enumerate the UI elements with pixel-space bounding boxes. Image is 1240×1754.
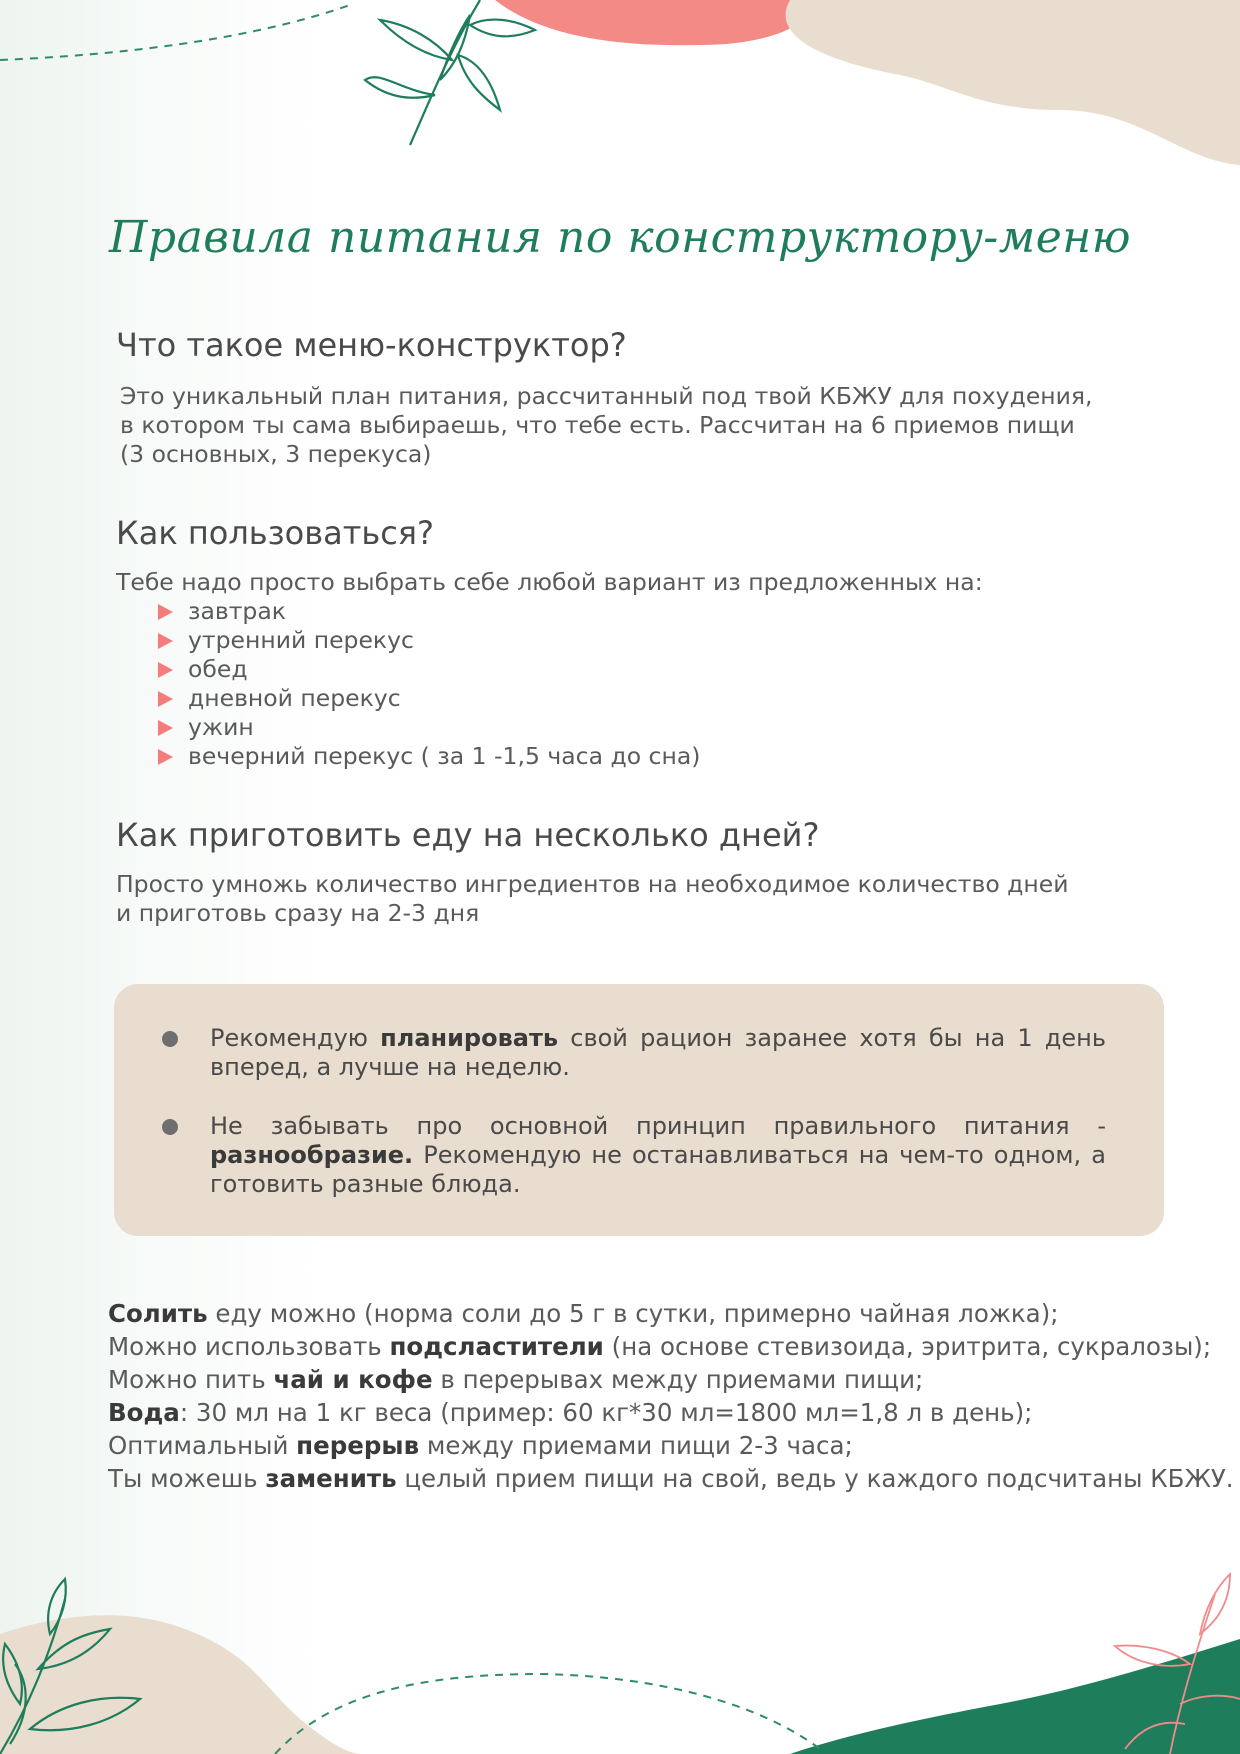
tip-emphasis: планировать bbox=[380, 1024, 559, 1052]
rule-text: : 30 мл на 1 кг веса (пример: 60 кг*30 мл=1800 мл=1,8 л в день); bbox=[179, 1398, 1033, 1427]
section1-text bbox=[120, 382, 1093, 469]
rule-text: Можно использовать bbox=[108, 1332, 390, 1361]
section2-intro-text: Тебе надо просто выбрать себе любой вариант из предложенных на: bbox=[116, 568, 983, 596]
rule-line bbox=[108, 1462, 1234, 1495]
rule-text: (на основе стевизоида, эритрита, сукралозы); bbox=[603, 1332, 1212, 1361]
bullet-dot-icon bbox=[162, 1119, 178, 1135]
rule-emphasis: Вода bbox=[108, 1398, 180, 1427]
triangle-bullet-icon bbox=[158, 604, 173, 620]
rule-emphasis: заменить bbox=[265, 1464, 397, 1493]
tips-box bbox=[114, 984, 1164, 1236]
bottom-decoration bbox=[0, 1554, 1240, 1754]
rule-emphasis: перерыв bbox=[296, 1431, 420, 1460]
meal-list bbox=[156, 597, 700, 771]
top-decoration bbox=[0, 0, 1240, 200]
tip-text: Не забывать про основной принцип правильного питания - bbox=[210, 1112, 1106, 1140]
tip-text: свой рацион заранее хотя бы на 1 день вперед, а лучше на неделю. bbox=[210, 1024, 1107, 1081]
tip-emphasis: разнообразие. bbox=[210, 1141, 414, 1169]
list-item bbox=[156, 655, 700, 684]
list-item bbox=[156, 742, 700, 771]
bullet-dot-icon bbox=[162, 1031, 178, 1047]
triangle-bullet-icon bbox=[158, 633, 173, 649]
leaf-sprig-top-icon bbox=[340, 0, 600, 160]
list-item bbox=[156, 684, 700, 713]
list-item-label: завтрак bbox=[188, 597, 286, 625]
beige-blob bbox=[786, 0, 1240, 165]
rule-line bbox=[108, 1330, 1234, 1363]
section1-line: в котором ты сама выбираешь, что тебе есть. Рассчитан на 6 приемов пищи bbox=[120, 411, 1075, 439]
dashed-line-top bbox=[0, 5, 350, 60]
rule-line bbox=[108, 1429, 1234, 1462]
rule-text: между приемами пищи 2-3 часа; bbox=[419, 1431, 853, 1460]
rule-line bbox=[108, 1363, 1234, 1396]
list-item bbox=[156, 713, 700, 742]
rule-line bbox=[108, 1396, 1234, 1429]
list-item-label: ужин bbox=[188, 713, 254, 741]
section2-heading: Как пользоваться? bbox=[116, 514, 435, 552]
section3-line: и приготовь сразу на 2-3 дня bbox=[116, 899, 480, 927]
triangle-bullet-icon bbox=[158, 720, 173, 736]
rule-text: Ты можешь bbox=[108, 1464, 266, 1493]
green-blob-bottom bbox=[790, 1639, 1240, 1754]
triangle-bullet-icon bbox=[158, 691, 173, 707]
rule-text: в перерывах между приемами пищи; bbox=[432, 1365, 924, 1394]
list-item-label: дневной перекус bbox=[188, 684, 401, 712]
section1-line: (3 основных, 3 перекуса) bbox=[120, 440, 432, 468]
tip-item bbox=[210, 1024, 1106, 1082]
section1-line: Это уникальный план питания, рассчитанный под твой КБЖУ для похудения, bbox=[120, 382, 1093, 410]
rule-text: Можно пить bbox=[108, 1365, 274, 1394]
rule-emphasis: Солить bbox=[108, 1299, 208, 1328]
list-item-label: вечерний перекус ( за 1 -1,5 часа до сна) bbox=[188, 742, 701, 770]
rule-emphasis: чай и кофе bbox=[273, 1365, 433, 1394]
section3-text bbox=[116, 870, 1069, 928]
list-item bbox=[156, 597, 700, 626]
rule-line bbox=[108, 1297, 1234, 1330]
section3-heading: Как приготовить еду на несколько дней? bbox=[116, 816, 820, 854]
page-title: Правила питания по конструктору-меню bbox=[109, 212, 1131, 263]
section3-line: Просто умножь количество ингредиентов на необходимое количество дней bbox=[116, 870, 1069, 898]
triangle-bullet-icon bbox=[158, 749, 173, 765]
rule-text: Оптимальный bbox=[108, 1431, 297, 1460]
rule-text: еду можно (норма соли до 5 г в сутки, примерно чайная ложка); bbox=[207, 1299, 1059, 1328]
rule-text: целый прием пищи на свой, ведь у каждого подсчитаны КБЖУ. bbox=[396, 1464, 1234, 1493]
dashed-line-bottom bbox=[275, 1674, 820, 1754]
tip-item bbox=[210, 1112, 1106, 1199]
triangle-bullet-icon bbox=[158, 662, 173, 678]
list-item-label: утренний перекус bbox=[188, 626, 414, 654]
section1-heading: Что такое меню-конструктор? bbox=[116, 326, 627, 364]
rules-list bbox=[108, 1297, 1234, 1495]
section2-intro bbox=[116, 568, 983, 597]
tip-text: Рекомендую не останавливаться на чем-то одном, а готовить разные блюда. bbox=[210, 1141, 1106, 1198]
tip-text: Рекомендую bbox=[210, 1024, 381, 1052]
list-item bbox=[156, 626, 700, 655]
rule-emphasis: подсластители bbox=[389, 1332, 604, 1361]
list-item-label: обед bbox=[188, 655, 248, 683]
